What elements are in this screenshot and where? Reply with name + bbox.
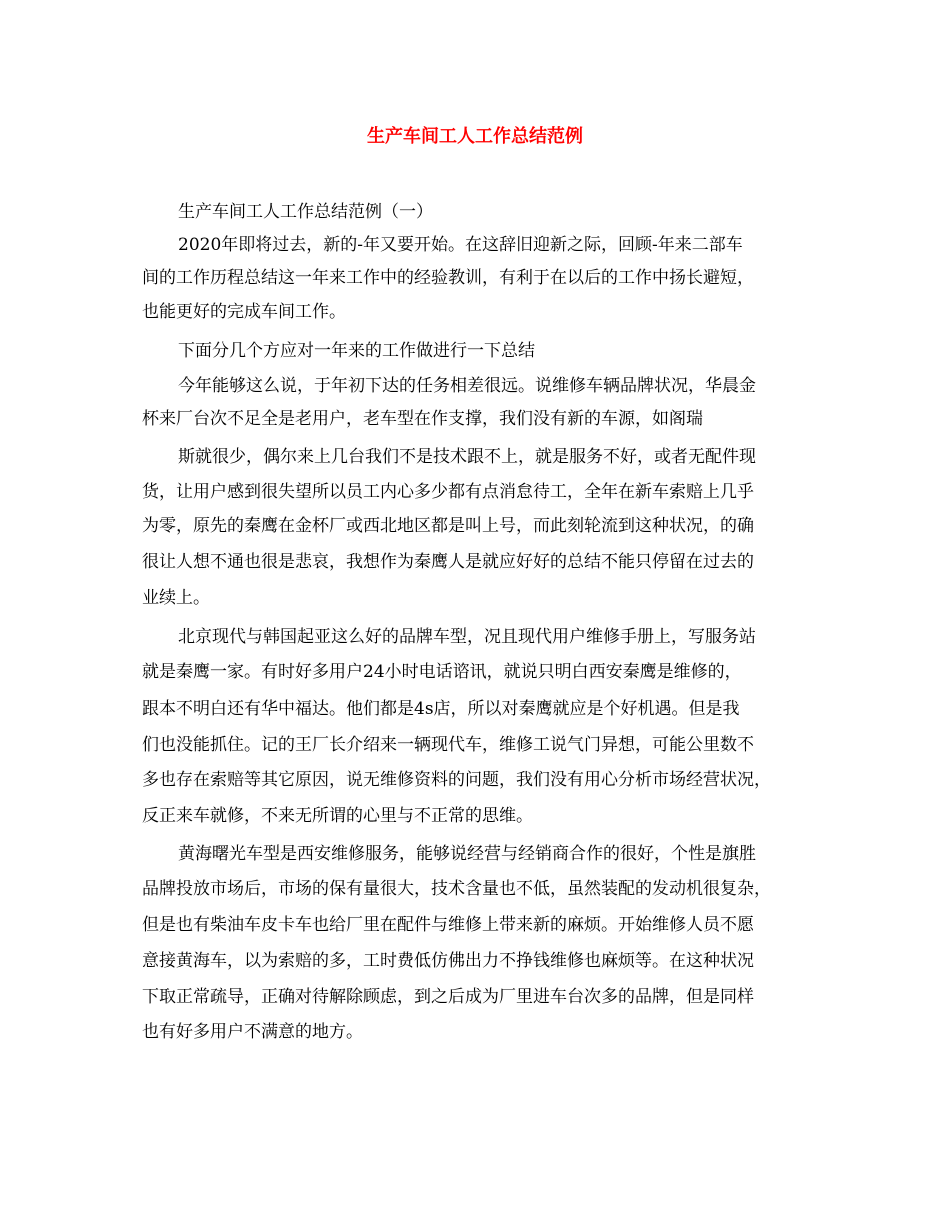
text-line: 为零，原先的秦鹰在金杯厂或西北地区都是叫上号，而此刻轮流到这种状况，的确	[142, 516, 754, 536]
text-line: 杯来厂台次不足全是老用户，老车型在作支撑，我们没有新的车源，如阁瑞	[142, 409, 703, 429]
text-line: 多也存在索赔等其它原因，说无维修资料的问题，我们没有用心分析市场经营状况，	[142, 770, 771, 790]
text-line: 黄海曙光车型是西安维修服务，能够说经营与经销商合作的很好，个性是旗胜	[178, 844, 756, 864]
text-line: 品牌投放市场后，市场的保有量很大，技术含量也不低，虽然装配的发动机很复杂，	[142, 879, 771, 899]
text-line: 斯就很少，偶尔来上几台我们不是技术跟不上，就是服务不好，或者无配件现	[178, 447, 756, 467]
text-line: 下取正常疏导，正确对待解除顾虑，到之后成为厂里进车台次多的品牌，但是同样	[142, 987, 754, 1007]
text-line: 很让人想不通也很是悲哀，我想作为秦鹰人是就应好好的总结不能只停留在过去的	[142, 552, 754, 572]
text-line: 反正来车就修，不来无所谓的心里与不正常的思维。	[142, 806, 533, 826]
text-line: 北京现代与韩国起亚这么好的品牌车型，况且现代用户维修手册上，写服务站	[178, 627, 756, 647]
text-line: 下面分几个方应对一年来的工作做进行一下总结	[178, 341, 535, 361]
text-line: 间的工作历程总结这一年来工作中的经验教训，有利于在以后的工作中扬长避短，	[142, 268, 754, 288]
text-line: 跟本不明白还有华中福达。他们都是4s店，所以对秦鹰就应是个好机遇。但是我	[142, 699, 740, 719]
text-line: 意接黄海车，以为索赔的多，工时费低仿佛出力不挣钱维修也麻烦等。在这种状况	[142, 951, 754, 971]
text-line: 就是秦鹰一家。有时好多用户24小时电话谘讯，就说只明白西安秦鹰是维修的，	[142, 662, 742, 682]
text-line: 也有好多用户不满意的地方。	[142, 1022, 363, 1042]
section-heading: 生产车间工人工作总结范例（一）	[178, 202, 433, 222]
document-title: 生产车间工人工作总结范例	[367, 126, 583, 147]
text-line: 货，让用户感到很失望所以员工内心多少都有点消怠待工，全年在新车索赔上几乎	[142, 482, 754, 502]
text-line: 2020年即将过去，新的-年又要开始。在这辞旧迎新之际，回顾-年来二部车	[178, 235, 743, 255]
text-line: 也能更好的完成车间工作。	[142, 302, 346, 322]
text-line: 业续上。	[142, 588, 210, 608]
text-line: 今年能够这么说，于年初下达的任务相差很远。说维修车辆品牌状况，华晨金	[178, 376, 756, 396]
text-line: 们也没能抓住。记的王厂长介绍来一辆现代车，维修工说气门异想，可能公里数不	[142, 735, 754, 755]
text-line: 但是也有柴油车皮卡车也给厂里在配件与维修上带来新的麻烦。开始维修人员不愿	[142, 915, 754, 935]
